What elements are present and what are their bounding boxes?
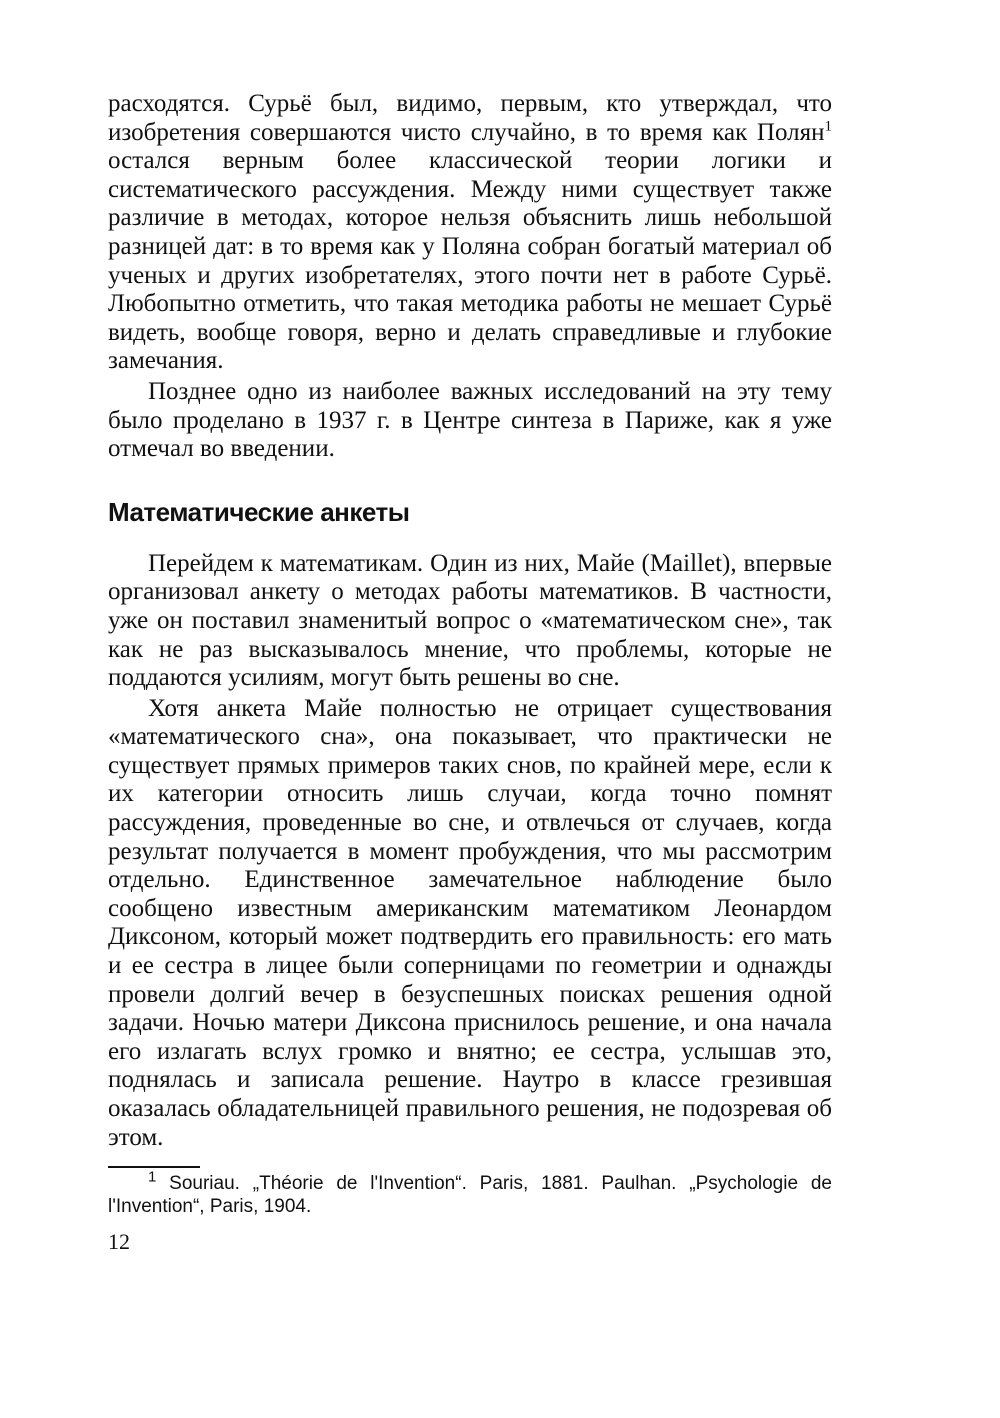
paragraph-1-text-b: остался верным более классической теории логики и систематического рассуждения. Между ними существует также различие в методах, которое нельзя объяснить лишь небольшой разницей дат: в то время как у Поляна собран богатый материал об ученых и других изобретателях, этого почти нет в работе Сурьё. Любопытно отметить, что такая методика работы не мешает Сурьё видеть, вообще говоря, верно и делать справедливые и глубокие замечания. [108,147,832,375]
book-page [108,90,832,1257]
footnote-marker: 1 [148,1168,157,1186]
paragraph-4: Хотя анкета Майе полностью не отрицает существования «математического сна», она показывает, что практически не существует прямых примеров таких снов, по крайней мере, если к их категории относить лишь случаи, когда точно помнят рассуждения, проведенные во сне, и отвлечься от случаев, когда результат получается в момент пробуждения, что мы рассмотрим отдельно. Единственное замечательное наблюдение было сообщено известным американским математиком Леонардом Диксоном, который может подтвердить его правильность: его мать и ее сестра в лицее были соперницами по геометрии и однажды провели долгий вечер в безуспешных поисках решения одной задачи. Ночью матери Диксона приснилось решение, и она начала его излагать вслух громко и внятно; ее сестра, услышав это, поднялась и записала решение. Наутро в классе грезившая оказалась обладательницей правильного решения, не подозревая об этом. [108,694,832,1151]
paragraph-1-text-a: расходятся. Сурьё был, видимо, первым, кто утверждал, что изобретения совершаются чисто случайно, в то время как Полян [108,90,832,146]
footnote-reference: 1 [824,118,832,135]
footnote-text: Souriau. „Théorie de l'Invention“. Paris, 1881. Paulhan. „Psychologie de l'Invention“, Paris, 1904. [108,1173,832,1218]
page-number: 12 [108,1229,130,1255]
section-heading: Математические анкеты [108,496,410,527]
paragraph-3: Перейдем к математикам. Один из них, Майе (Maillet), впервые организовал анкету о методах работы математиков. В частности, уже он поставил знаменитый вопрос о «математическом сне», так как не раз высказывалось мнение, что проблемы, которые не поддаются усилиям, могут быть решены во сне. [108,549,832,692]
footnote [108,1168,832,1218]
paragraph-2: Позднее одно из наиболее важных исследований на эту тему было проделано в 1937 г. в Центре синтеза в Париже, как я уже отмечал во введении. [108,377,832,463]
paragraph-1 [108,90,832,376]
